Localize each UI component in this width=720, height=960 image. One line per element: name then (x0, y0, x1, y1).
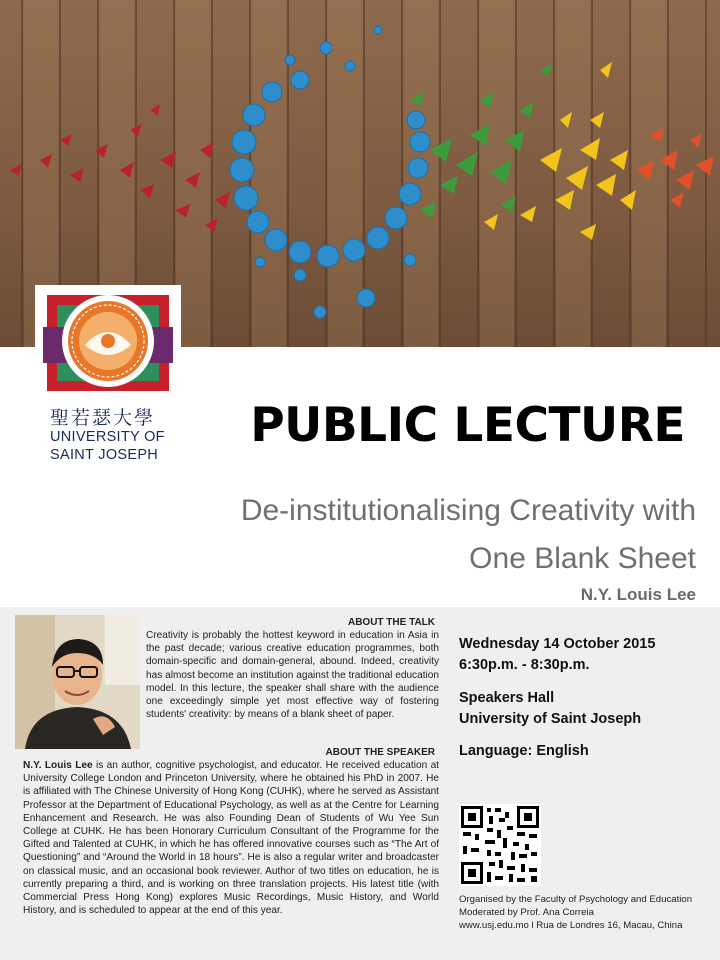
about-speaker-name: N.Y. Louis Lee (23, 760, 93, 771)
about-speaker-heading: ABOUT THE SPEAKER (325, 747, 435, 758)
event-venue-line2: University of Saint Joseph (459, 711, 642, 727)
university-chinese-name: 聖若瑟大學 (50, 407, 156, 429)
page-title: PUBLIC LECTURE (250, 398, 685, 453)
qr-code[interactable] (459, 804, 541, 886)
about-speaker-text (23, 759, 439, 917)
about-speaker-bio: is an author, cognitive psychologist, and educator. He received education at University College London and Princeton University, where he obtained his PhD in 2007. He is affiliated with The Chinese University of Hong Kong (CUHK), where he served as Assistant Professor at the Department of Educational Psychology, as well as at the Centre for Learning Enhancement and Research. He was also Founding Dean of Students of Wu Yee Sun College at CUHK. He has been Honorary Curriculum Consultant of the Programme for the Gifted and Talented at CUHK, in which he has offered innovative courses such as “The Art of Questioning” and “Around the World in 18 hours”. He is also a regular writer and broadcaster on classical music, and an occasional book reviewer. Author of two titles on education, he is currently preparing a third, and is working on three translation projects. His latest title (with Commercial Press Hong Kong) explores Music Recordings, Music History, and World History, and is scheduled to appear at the end of this year. (23, 760, 439, 917)
lecture-subtitle-line1: De-institutionalising Creativity with (240, 494, 696, 527)
about-talk-text: Creativity is probably the hottest keyword in education in Asia in the past decade; various creative education programmes, both domain-specific and domain-general, abound. Indeed, creativity has almost become an institution against the traditional education model. In this lecture, the speaker shall share with the audience one exceedingly simple yet most effective way of fostering students' creativity: by means of a blank sheet of paper. (146, 630, 439, 721)
moderator-text: Moderated by Prof. Ana Correia (459, 907, 594, 918)
lecture-subtitle-line2: One Blank Sheet (469, 542, 696, 575)
speaker-photo (15, 615, 140, 749)
about-talk-heading: ABOUT THE TALK (347, 617, 435, 628)
speaker-portrait-icon (15, 615, 140, 749)
university-name-line2: SAINT JOSEPH (50, 447, 159, 463)
event-date: Wednesday 14 October 2015 (459, 636, 656, 652)
university-logo (35, 285, 181, 463)
event-time: 6:30p.m. - 8:30p.m. (459, 657, 590, 673)
speaker-name: N.Y. Louis Lee (580, 585, 696, 604)
university-name-line1: UNIVERSITY OF (50, 429, 165, 445)
university-crest-icon (35, 285, 181, 400)
qr-code-icon (459, 804, 541, 886)
event-venue-line1: Speakers Hall (459, 690, 555, 706)
organiser-text: Organised by the Faculty of Psychology and Education (459, 894, 693, 905)
event-language: Language: English (459, 743, 589, 759)
address-text[interactable]: www.usj.edu.mo l Rua de Londres 16, Macau, China (459, 920, 683, 931)
